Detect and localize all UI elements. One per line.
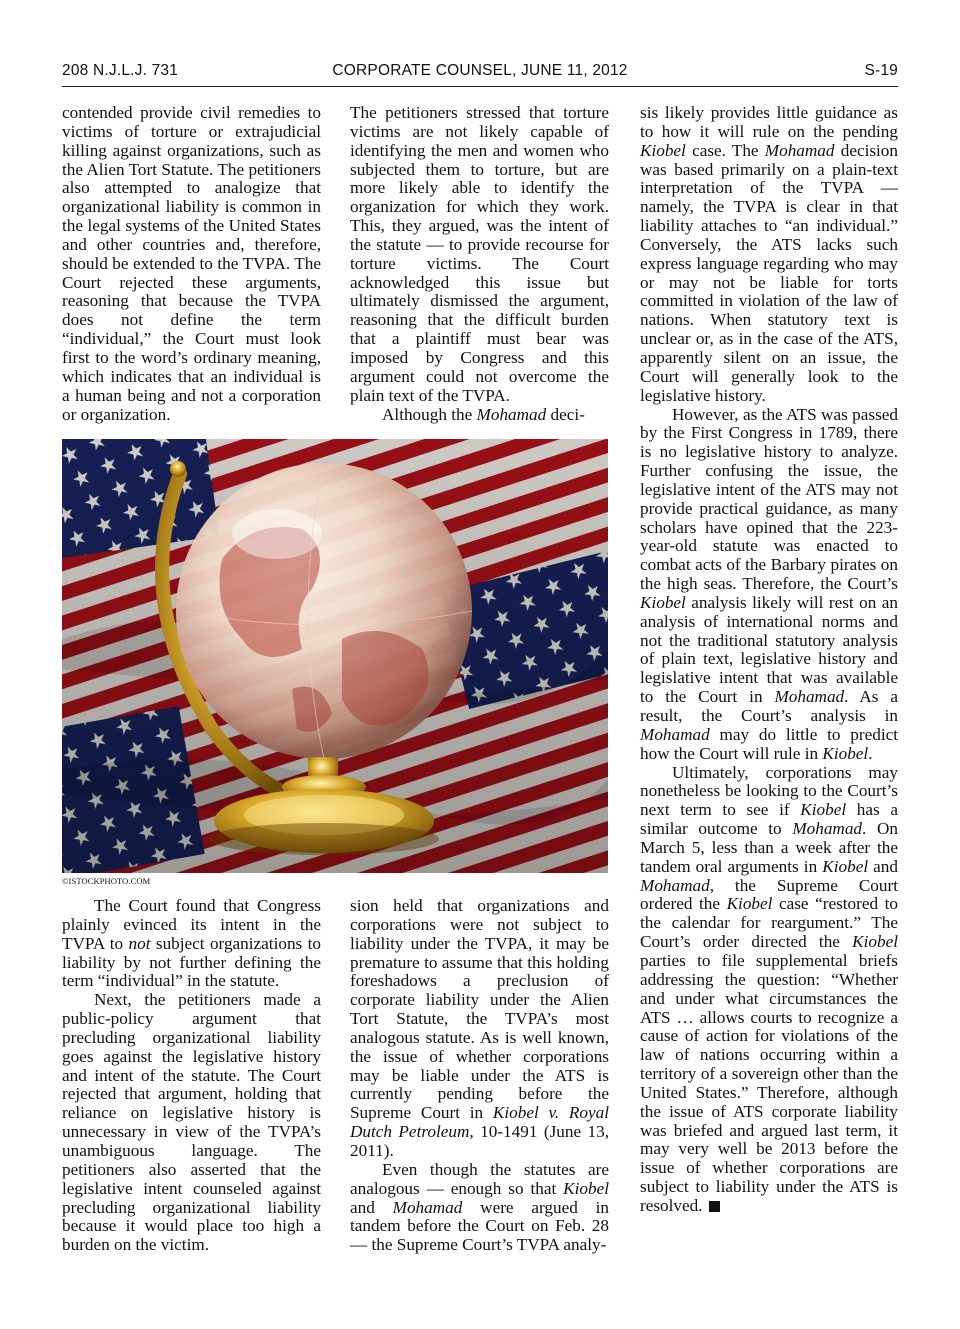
paragraph: However, as the ATS was passed by the First Congress in 1789, there is no legislative history to analyze. Further confusing the issue, the legislative intent of the ATS may not provide practical guidance, as many scholars have opined that the 223-year-old statute was enacted to combat acts of the Barbary pirates on the high seas. Therefore, the Court’s Kiobel analysis likely will rest on an analysis of international norms and not the traditional statutory analysis of plain text, legislative history and legislative intent that was available to the Court in Mohamad. As a result, the Court’s analysis in Mohamad may do little to predict how the Court will rule in Kiobel. — [640, 404, 899, 763]
running-head — [62, 62, 898, 84]
paragraph: sis likely provides little guidance as to how it will rule on the pending Kiobel case. The Mohamad decision was based primarily on a plain-text interpretation of the TVPA — namely, the TVPA is clear in that liability attaches to “an individual.” Conversely, the ATS lacks such express language regarding who may or may not be liable for torts committed in violation of the law of nations. When statutory text is unclear or, as in the case of the ATS, apparently silent on an issue, the Court will generally look to the legislative history. — [640, 103, 898, 405]
paragraph: The petitioners stressed that torture victims are not likely capable of identifying the men and women who subjected them to torture, but are more likely able to identify the organization for which they work. This, they argued, was the intent of the statute — to provide recourse for torture victims. The Court acknowledged this issue but ultimately dismissed the argument, reasoning that the difficult burden that a plaintiff must bear was imposed by Congress and this argument could not overcome the plain text of the TVPA. — [350, 103, 609, 405]
column-3 — [640, 104, 898, 1216]
end-of-article-mark — [709, 1201, 720, 1212]
page-number: S-19 — [864, 62, 898, 79]
paragraph: sion held that organizations and corporations were not subject to liability under the TVPA, it may be premature to assume that this holding foreshadows a preclusion of corporate liability under the Alien Tort Statute, the TVPA’s most analogous statute. As is well known, the issue of whether corporations may be liable under the ATS is currently pending before the Supreme Court in Kiobel v. Royal Dutch Petroleum, 10-1491 (June 13, 2011). — [350, 896, 610, 1160]
publication-title: CORPORATE COUNSEL, JUNE 11, 2012 — [332, 62, 628, 79]
paragraph: Next, the petitioners made a public-policy argument that precluding organizational liability goes against the legislative history and intent of the statute. The Court rejected that argument, holding that reliance on legislative history is unnecessary in view of the TVPA’s unambiguous language. The petitioners also asserted that the legislative intent counseled against precluding organizational liability because it would place too high a burden on the victim. — [62, 990, 321, 1255]
paragraph: contended provide civil remedies to victims of torture or extrajudicial killing against organizations, such as the Alien Tort Statute. The petitioners also attempted to analogize that organizational liability is common in the legal systems of the United States and other countries and, therefore, should be extended to the TVPA. The Court rejected these arguments, reasoning that because the TVPA does not define the term “individual,” the Court must look first to the word’s ordinary meaning, which indicates that an individual is a human being and not a corporation or organization. — [62, 103, 321, 424]
column-2-bottom — [350, 897, 609, 1255]
photo-illustration — [62, 439, 608, 873]
paragraph: Although the Mohamad deci- — [382, 404, 585, 424]
header-rule — [62, 86, 898, 87]
column-1-top — [62, 104, 321, 424]
column-2-top — [350, 104, 609, 424]
citation: 208 N.J.L.J. 731 — [62, 62, 179, 79]
photo-credit: ©ISTOCKPHOTO.COM — [62, 876, 151, 886]
paragraph: Even though the statutes are analogous — enough so that Kiobel and Mohamad were argued in tandem before the Court on Feb. 28 — the Supreme Court’s TVPA analy- — [350, 1159, 609, 1255]
paragraph: Ultimately, corporations may nonetheless be looking to the Court’s next term to see if Kiobel has a similar outcome to Mohamad. On March 5, less than a week after the tandem oral arguments in Kiobel and Mohamad, the Supreme Court ordered the Kiobel case “restored to the calendar for reargument.” The Court’s order directed the Kiobel parties to file supplemental briefs addressing the question: “Whether and under what circumstances the ATS … allows courts to recognize a cause of action for violations of the law of nations occurring within a territory of a sovereign other than the United States.” Therefore, although the issue of ATS corporate liability was briefed and argued last term, it may very well be 2013 before the issue of whether corporations are subject to liability under the ATS is resolved. — [640, 762, 898, 1215]
globe-flag-photo — [62, 439, 608, 873]
column-1-bottom — [62, 897, 321, 1255]
paragraph: The Court found that Congress plainly evinced its intent in the TVPA to not subject organizations to liability by not further defining the term “individual” in the statute. — [62, 896, 321, 991]
